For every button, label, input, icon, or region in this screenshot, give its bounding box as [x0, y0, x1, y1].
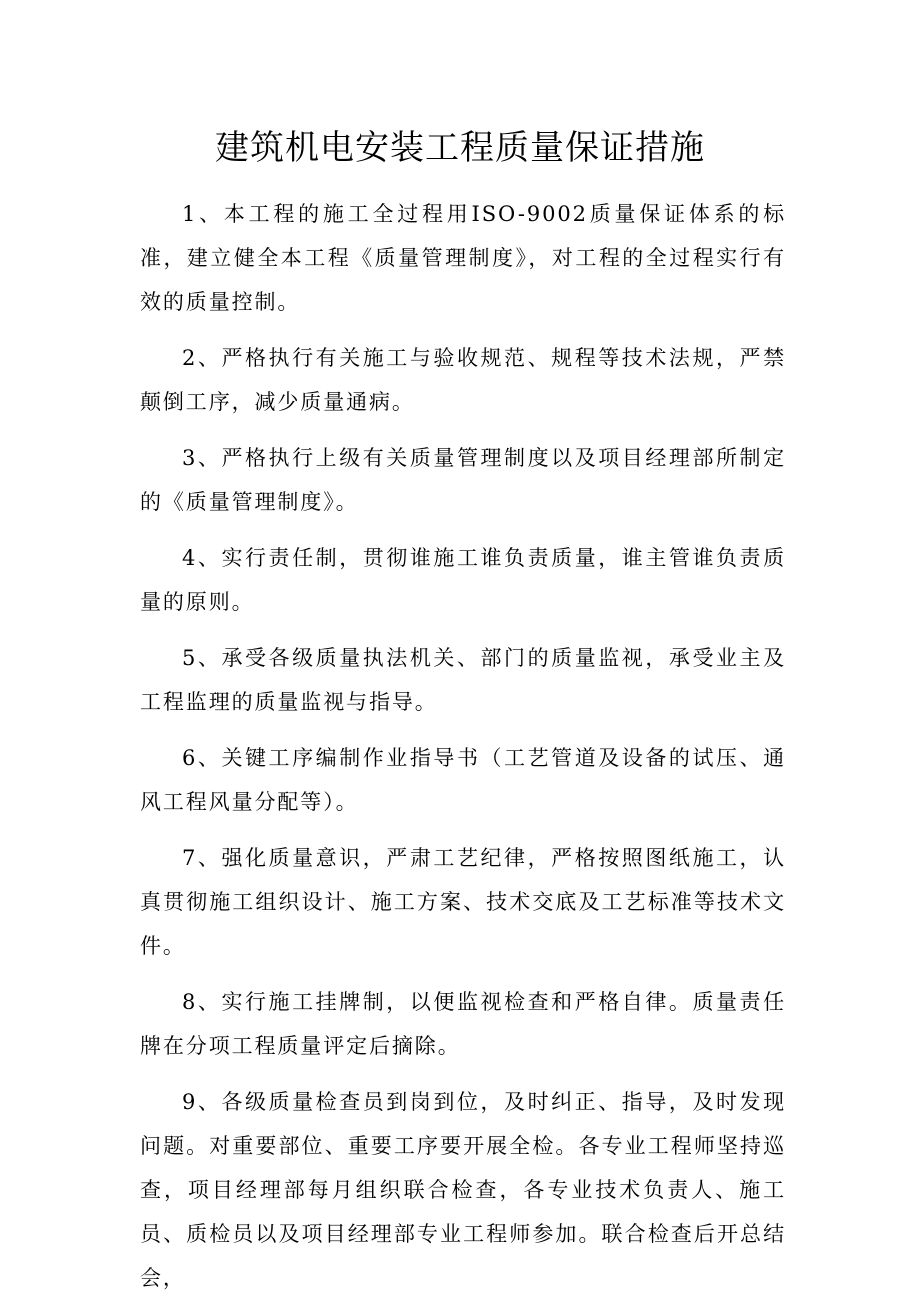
paragraph-8: 8、实行施工挂牌制，以便监视检查和严格自律。质量责任牌在分项工程质量评定后摘除。 — [140, 990, 786, 1058]
document-title: 建筑机电安装工程质量保证措施 — [215, 128, 705, 168]
paragraph-2: 2、严格执行有关施工与验收规范、规程等技术法规，严禁颠倒工序，减少质量通病。 — [140, 346, 786, 414]
paragraph-5: 5、承受各级质量执法机关、部门的质量监视，承受业主及工程监理的质量监视与指导。 — [140, 646, 786, 714]
paragraph-6: 6、关键工序编制作业指导书（工艺管道及设备的试压、通风工程风量分配等）。 — [140, 746, 786, 814]
paragraph-4: 4、实行责任制，贯彻谁施工谁负责质量，谁主管谁负责质量的原则。 — [140, 546, 786, 614]
paragraph-1: 1、本工程的施工全过程用ISO-9002质量保证体系的标准，建立健全本工程《质量管理制度》，对工程的全过程实行有效的质量控制。 — [140, 202, 786, 314]
paragraph-9: 9、各级质量检查员到岗到位，及时纠正、指导，及时发现问题。对重要部位、重要工序要开展全检。各专业工程师坚持巡查，项目经理部每月组织联合检查，各专业技术负责人、施工员、质检员以及项目经理部专业工程师参加。联合检查后开总结会， — [140, 1090, 786, 1290]
document-body — [140, 192, 786, 1312]
paragraph-3: 3、严格执行上级有关质量管理制度以及项目经理部所制定的《质量管理制度》。 — [140, 446, 786, 514]
paragraph-7: 7、强化质量意识，严肃工艺纪律，严格按照图纸施工，认真贯彻施工组织设计、施工方案、技术交底及工艺标准等技术文件。 — [140, 846, 786, 958]
